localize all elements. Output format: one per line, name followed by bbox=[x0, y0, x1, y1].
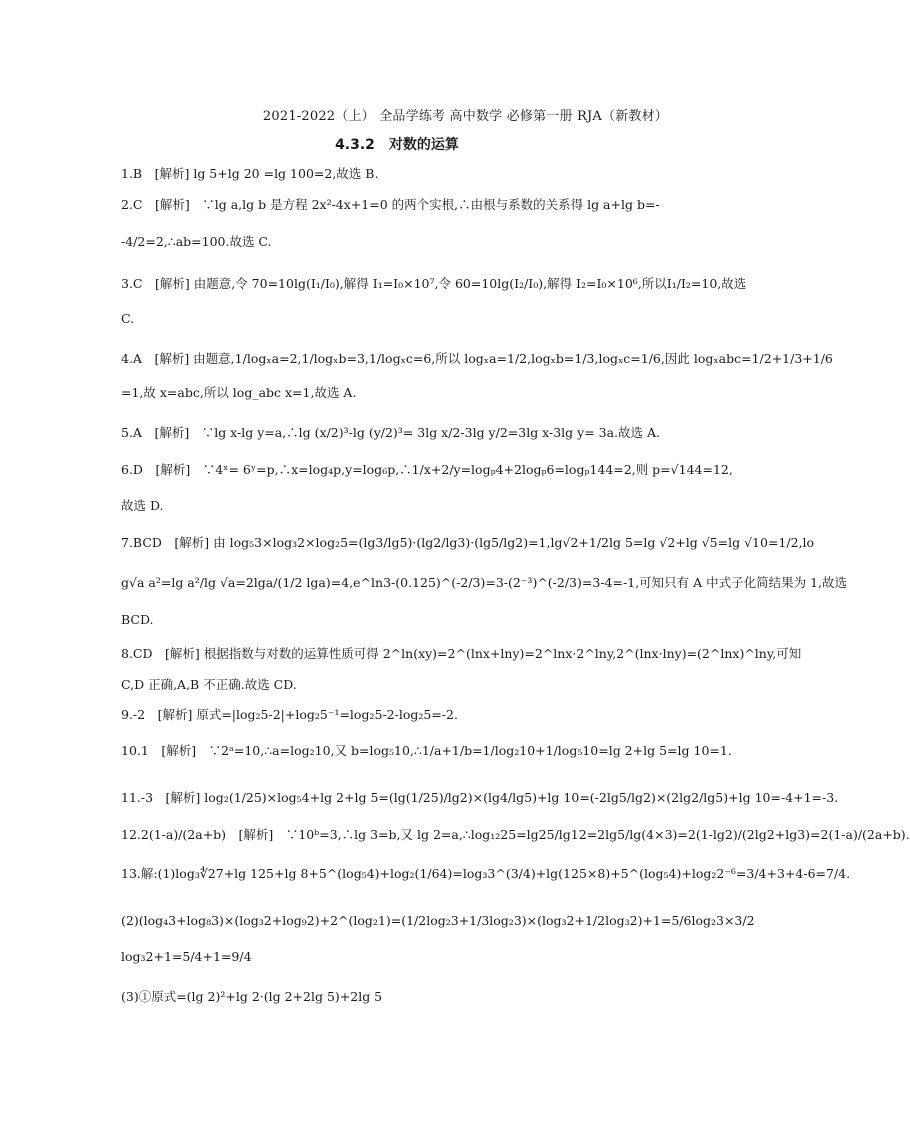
solution-9: 9.-2 [解析] 原式=|log₂5-2|+log₂5⁻¹=log₂5-2-log₂5=-2. bbox=[121, 707, 458, 722]
solution-3: 3.C [解析] 由题意,令 70=10lg(I₁/I₀),解得 I₁=I₀×10⁷,令 60=10lg(I₂/I₀),解得 I₂=I₀×10⁶,所以I₁/I₂=10,故选 bbox=[121, 276, 747, 291]
solution-2-cont: -4/2=2,∴ab=100.故选 C. bbox=[121, 234, 272, 249]
solution-5: 5.A [解析] ∵lg x-lg y=a,∴lg (x/2)³-lg (y/2)³= 3lg x/2-3lg y/2=3lg x-3lg y= 3a.故选 A. bbox=[121, 425, 661, 440]
solution-4-cont: =1,故 x=abc,所以 log_abc x=1,故选 A. bbox=[121, 385, 357, 400]
solution-12: 12.2(1-a)/(2a+b) [解析] ∵10ᵇ=3,∴lg 3=b,又 lg 2=a,∴log₁₂25=lg25/lg12=2lg5/lg(4×3)=2(1-lg2)/(2lg2+lg3)=2(1-a)/(2a+b). bbox=[121, 827, 910, 842]
solution-11: 11.-3 [解析] log₂(1/25)×log₅4+lg 2+lg 5=(lg(1/25)/lg2)×(lg4/lg5)+lg 10=(-2lg5/lg2)×(2lg2/lg5)+lg 10=-4+1=-3. bbox=[121, 790, 839, 805]
solution-2: 2.C [解析] ∵lg a,lg b 是方程 2x²-4x+1=0 的两个实根,∴由根与系数的关系得 lg a+lg b=- bbox=[121, 197, 660, 212]
solution-3-cont: C. bbox=[121, 311, 135, 326]
solution-13-part1: 13.解:(1)log₃∜27+lg 125+lg 8+5^(log₅4)+log₂(1/64)=log₃3^(3/4)+lg(125×8)+5^(log₅4)+log₂2⁻⁶=3/4+3+4-6=7/4. bbox=[121, 866, 851, 881]
solution-13-part2: (2)(log₄3+log₈3)×(log₃2+log₉2)+2^(log₂1)=(1/2log₂3+1/3log₂3)×(log₃2+1/2log₃2)+1=5/6log₂3×3/2 bbox=[121, 913, 755, 928]
solution-10: 10.1 [解析] ∵2ᵃ=10,∴a=log₂10,又 b=log₅10,∴1/a+1/b=1/log₂10+1/log₅10=lg 2+lg 5=lg 10=1. bbox=[121, 743, 732, 758]
solution-1: 1.B [解析] lg 5+lg 20 =lg 100=2,故选 B. bbox=[121, 166, 379, 181]
page-header: 2021-2022（上） 全品学练考 高中数学 必修第一册 RJA（新教材） bbox=[262, 109, 668, 124]
solution-7-cont: g√a a²=lg a²/lg √a=2lga/(1/2 lga)=4,e^ln3-(0.125)^(-2/3)=3-(2⁻³)^(-2/3)=3-4=-1,可知只有 A 中式子化简结果为 1,故选 bbox=[121, 575, 847, 590]
solution-8: 8.CD [解析] 根据指数与对数的运算性质可得 2^ln(xy)=2^(lnx+lny)=2^lnx·2^lny,2^(lnx·lny)=(2^lnx)^lny,可知 bbox=[121, 646, 802, 661]
solution-7-end: BCD. bbox=[121, 612, 154, 627]
section-title: 4.3.2 对数的运算 bbox=[335, 137, 459, 153]
solution-8-cont: C,D 正确,A,B 不正确.故选 CD. bbox=[121, 677, 297, 692]
solution-7: 7.BCD [解析] 由 log₅3×log₃2×log₂5=(lg3/lg5)·(lg2/lg3)·(lg5/lg2)=1,lg√2+1/2lg 5=lg √2+lg √5=lg √10=1/2,lo bbox=[121, 535, 815, 550]
solution-13-part2-cont: log₃2+1=5/4+1=9/4 bbox=[121, 949, 252, 964]
solution-6-cont: 故选 D. bbox=[121, 498, 164, 513]
solution-6: 6.D [解析] ∵4ˣ= 6ʸ=p,∴x=log₄p,y=log₆p,∴1/x+2/y=logₚ4+2logₚ6=logₚ144=2,则 p=√144=12, bbox=[121, 462, 733, 477]
solution-4: 4.A [解析] 由题意,1/logₓa=2,1/logₓb=3,1/logₓc=6,所以 logₓa=1/2,logₓb=1/3,logₓc=1/6,因此 logₓabc=1/2+1/3+1/6 bbox=[121, 351, 833, 366]
solution-13-part3: (3)①原式=(lg 2)²+lg 2·(lg 2+2lg 5)+2lg 5 bbox=[121, 989, 383, 1004]
